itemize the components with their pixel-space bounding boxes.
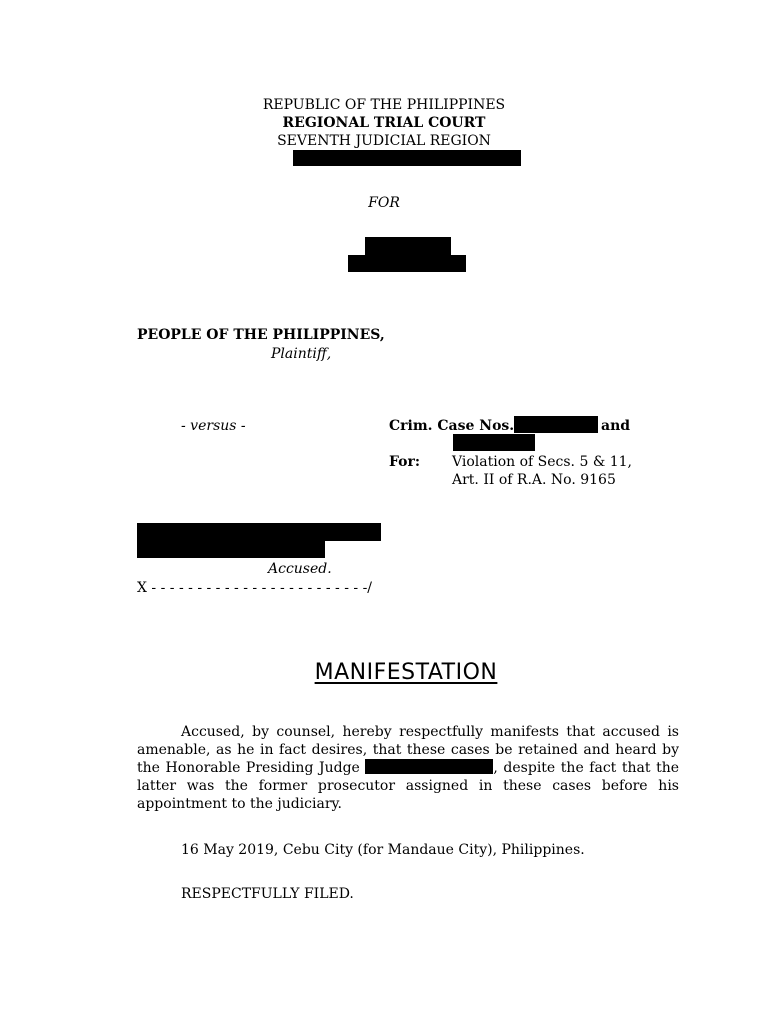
document-title: MANIFESTATION [314,660,498,685]
header-republic: REPUBLIC OF THE PHILIPPINES [262,97,506,113]
header-court: REGIONAL TRIAL COURT [282,115,486,131]
paragraph-part-1: Accused, by counsel, hereby respectfully manifests that accused is amenable, as he in fact desires, that these cases be retained and heard by the Honorable Presiding Judge [137,724,679,776]
case-and: and [601,418,631,434]
header-for: FOR [368,195,400,211]
plaintiff-name: PEOPLE OF THE PHILIPPINES, [137,327,385,343]
redaction-accused-1 [137,523,381,541]
manifestation-paragraph [137,723,679,813]
case-label: Crim. Case Nos. [389,418,515,434]
caption-closing-line: X - - - - - - - - - - - - - - - - - - - - - - - -/ [137,580,373,596]
redaction-city-2 [348,255,466,272]
redaction-city-1 [365,237,451,255]
header-region: SEVENTH JUDICIAL REGION [277,133,491,149]
redaction-judge [365,759,493,774]
redaction-branch [293,150,521,166]
offense-line-2: Art. II of R.A. No. 9165 [452,472,616,488]
paragraph-part-2: , despite the fact that the latter was the former prosecutor assigned in these cases before his appointment to the judiciary. [137,760,679,812]
offense-line-1: Violation of Secs. 5 & 11, [452,454,632,470]
redaction-accused-2 [137,541,325,558]
plaintiff-role: Plaintiff, [271,346,332,362]
redaction-case-no-1 [514,416,598,433]
redaction-case-no-2 [453,434,535,451]
accused-role: Accused. [268,561,332,577]
for-label: For: [389,454,421,470]
closing-statement: RESPECTFULLY FILED. [181,886,354,902]
date-line: 16 May 2019, Cebu City (for Mandaue City), Philippines. [181,842,585,858]
versus-label: - versus - [181,418,246,434]
